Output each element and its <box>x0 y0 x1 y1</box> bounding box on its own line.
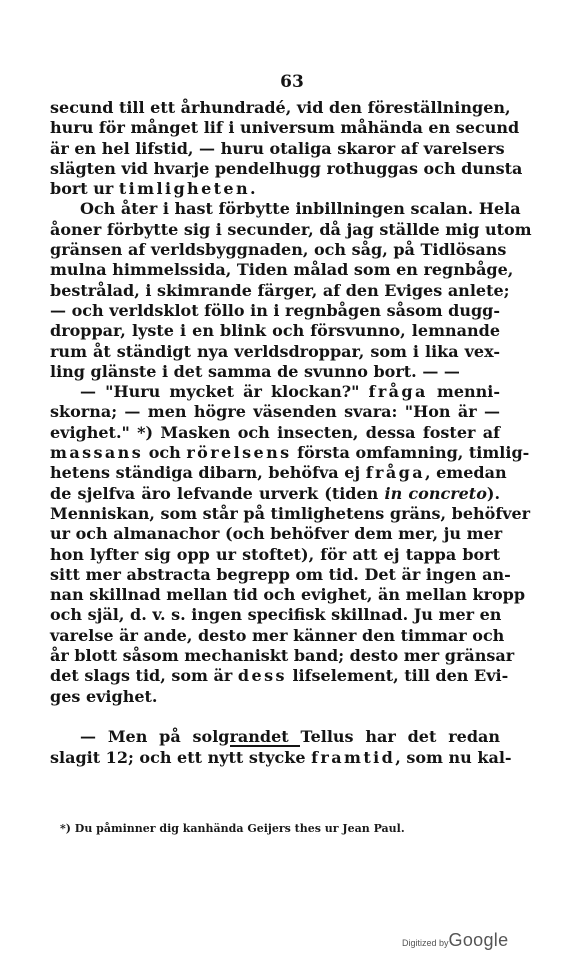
footnote: *) Du påminner dig kanhända Geijers thes ur Jean Paul. <box>60 822 405 835</box>
text-run: menni- <box>436 382 500 402</box>
spaced-word: dess <box>237 666 287 686</box>
text-run: hetens ständiga dibarn, behöfva ej <box>50 463 361 483</box>
text-line <box>50 463 507 483</box>
text-line: Menniskan, som står på timlighetens gräns, behöfver <box>50 503 531 523</box>
text-line <box>50 484 500 504</box>
text-line: ur och almanachor (och behöfver dem mer, ju mer <box>50 524 503 544</box>
text-run: , emedan <box>424 463 507 483</box>
text-line <box>50 747 512 768</box>
text-run: det slags tid, som är <box>50 666 233 686</box>
text-line: varelse är ande, desto mer känner den timmar och <box>50 625 505 645</box>
section-gap <box>50 707 500 727</box>
text-line: sitt mer abstracta begrepp om tid. Det är ingen an- <box>50 564 511 584</box>
text-line: secund till ett århundradé, vid den föreställningen, <box>50 98 511 117</box>
text-run: lifselement, till den Evi- <box>292 666 509 686</box>
text-line: är en hel lifstid, — huru otaliga skaror af varelsers <box>50 138 505 158</box>
body-text <box>50 98 532 768</box>
page-number: 63 <box>280 72 304 92</box>
text-line: och själ, d. v. s. ingen specifisk skillnad. Ju mer en <box>50 605 502 625</box>
text-run: , som nu kal- <box>395 747 512 767</box>
section-divider <box>230 745 300 747</box>
spaced-word: massans <box>50 443 144 463</box>
text-line: slägten vid hvarje pendelhugg rothuggas och dunsta <box>50 158 523 178</box>
text-line: ling glänste i det samma de svunno bort. — — <box>50 361 460 381</box>
text-line: — och verldsklot föllo in i regnbågen såsom dugg- <box>50 300 500 320</box>
spaced-word: fråga <box>368 382 428 402</box>
digitized-by-google-watermark <box>402 930 508 951</box>
text-line: rum åt ständigt nya verldsdroppar, som i lika vex- <box>50 341 500 361</box>
text-line: år blott såsom mechaniskt band; desto mer gränsar <box>50 646 515 666</box>
italic-phrase: in concreto <box>384 483 487 503</box>
text-line <box>50 382 500 402</box>
text-line: bestrålad, i skimrande färger, af den Eviges anlete; <box>50 280 510 300</box>
text-line: mulna himmelssida, Tiden målad som en regnbåge, <box>50 260 514 280</box>
text-run: och <box>148 443 181 463</box>
text-line: skorna; — men högre väsenden svara: "Hon är — <box>50 402 500 422</box>
text-line <box>50 443 530 463</box>
text-run: slagit 12; och ett nytt stycke <box>50 747 306 767</box>
text-run: ). <box>486 483 501 503</box>
text-line: gränsen af verldsbyggnaden, och såg, på Tidlösans <box>50 240 507 260</box>
text-run: första omfamning, timlig- <box>297 443 530 463</box>
spaced-word: rörelsens <box>186 443 292 463</box>
text-line: huru för månget lif i universum måhända en secund <box>50 118 520 138</box>
text-line: nan skillnad mellan tid och evighet, än mellan kropp <box>50 585 526 605</box>
text-line: droppar, lyste i en blink och försvunno, lemnande <box>50 321 500 341</box>
watermark-prefix: Digitized by <box>402 938 449 948</box>
text-run: de sjelfva äro lefvande urverk (tiden <box>50 483 379 503</box>
text-line: — Men på solgrandet Tellus har det redan <box>80 727 500 747</box>
text-line <box>50 666 509 686</box>
text-line: Och åter i hast förbytte inbillningen scalan. Hela <box>80 199 521 219</box>
text-run: bort ur <box>50 179 114 199</box>
text-line: ges evighet. <box>50 686 158 706</box>
text-run: — "Huru mycket är klockan?" <box>80 382 360 402</box>
spaced-word: fråga <box>365 463 425 483</box>
text-line: evighet." *) Masken och insecten, dessa foster af <box>50 422 500 442</box>
spaced-word: framtid <box>311 747 396 767</box>
google-logo: Google <box>448 930 509 950</box>
spaced-word: timligheten. <box>118 179 259 199</box>
text-line: åoner förbytte sig i secunder, då jag ställde mig utom <box>50 219 532 239</box>
text-line <box>50 179 500 199</box>
text-line: hon lyfter sig opp ur stoftet), för att ej tappa bort <box>50 544 500 564</box>
